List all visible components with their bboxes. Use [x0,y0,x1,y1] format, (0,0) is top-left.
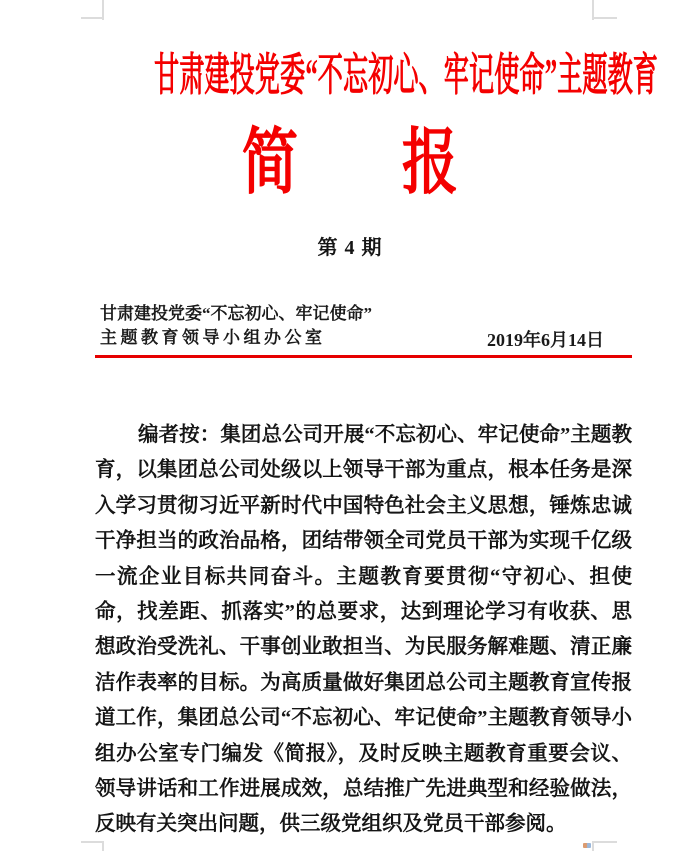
issuer-line-2: 主题教育领导小组办公室 [100,328,326,347]
artifact-speck [583,843,591,848]
red-divider [95,355,632,358]
issue-date: 2019年6月14日 [487,330,604,350]
editors-note-text: 集团总公司开展“不忘初心、牢记使命”主题教育，以集团总公司处级以上领导干部为重点，根本任务是深入学习贯彻习近平新时代中国特色社会主义思想，锤炼忠诚干净担当的政治品格，团结带领全司党员干部为实现千亿级一流企业目标共同奋斗。主题教育要贯彻“守初心、担使命，找差距、抓落实”的总要求，达到理论学习有收获、思想政治受洗礼、干事创业敢担当、为民服务解难题、清正廉洁作表率的目标。为高质量做好集团总公司主题教育宣传报道工作，集团总公司“不忘初心、牢记使命”主题教育领导小组办公室专门编发《简报》，及时反映主题教育重要会议、领导讲话和工作进展成效，总结推广先进典型和经验做法，反映有关突出问题，供三级党组织及党员干部参阅。 [95,424,633,836]
issuer-block [95,302,632,354]
issuer-line-1: 甘肃建投党委“不忘初心、牢记使命” [100,304,372,323]
editors-note-label: 编者按： [138,422,221,446]
banner-char-bao: 报 [401,123,459,203]
crop-mark-top-right [592,17,617,19]
masthead-title: 甘肃建投党委“不忘初心、牢记使命”主题教育 [154,50,659,100]
crop-mark-top-left [81,17,104,19]
bulletin-banner [0,123,700,203]
banner-char-jian: 简 [241,123,299,203]
issuer-office [100,302,372,350]
issue-number: 第 4 期 [317,237,383,259]
editors-note [95,417,632,843]
